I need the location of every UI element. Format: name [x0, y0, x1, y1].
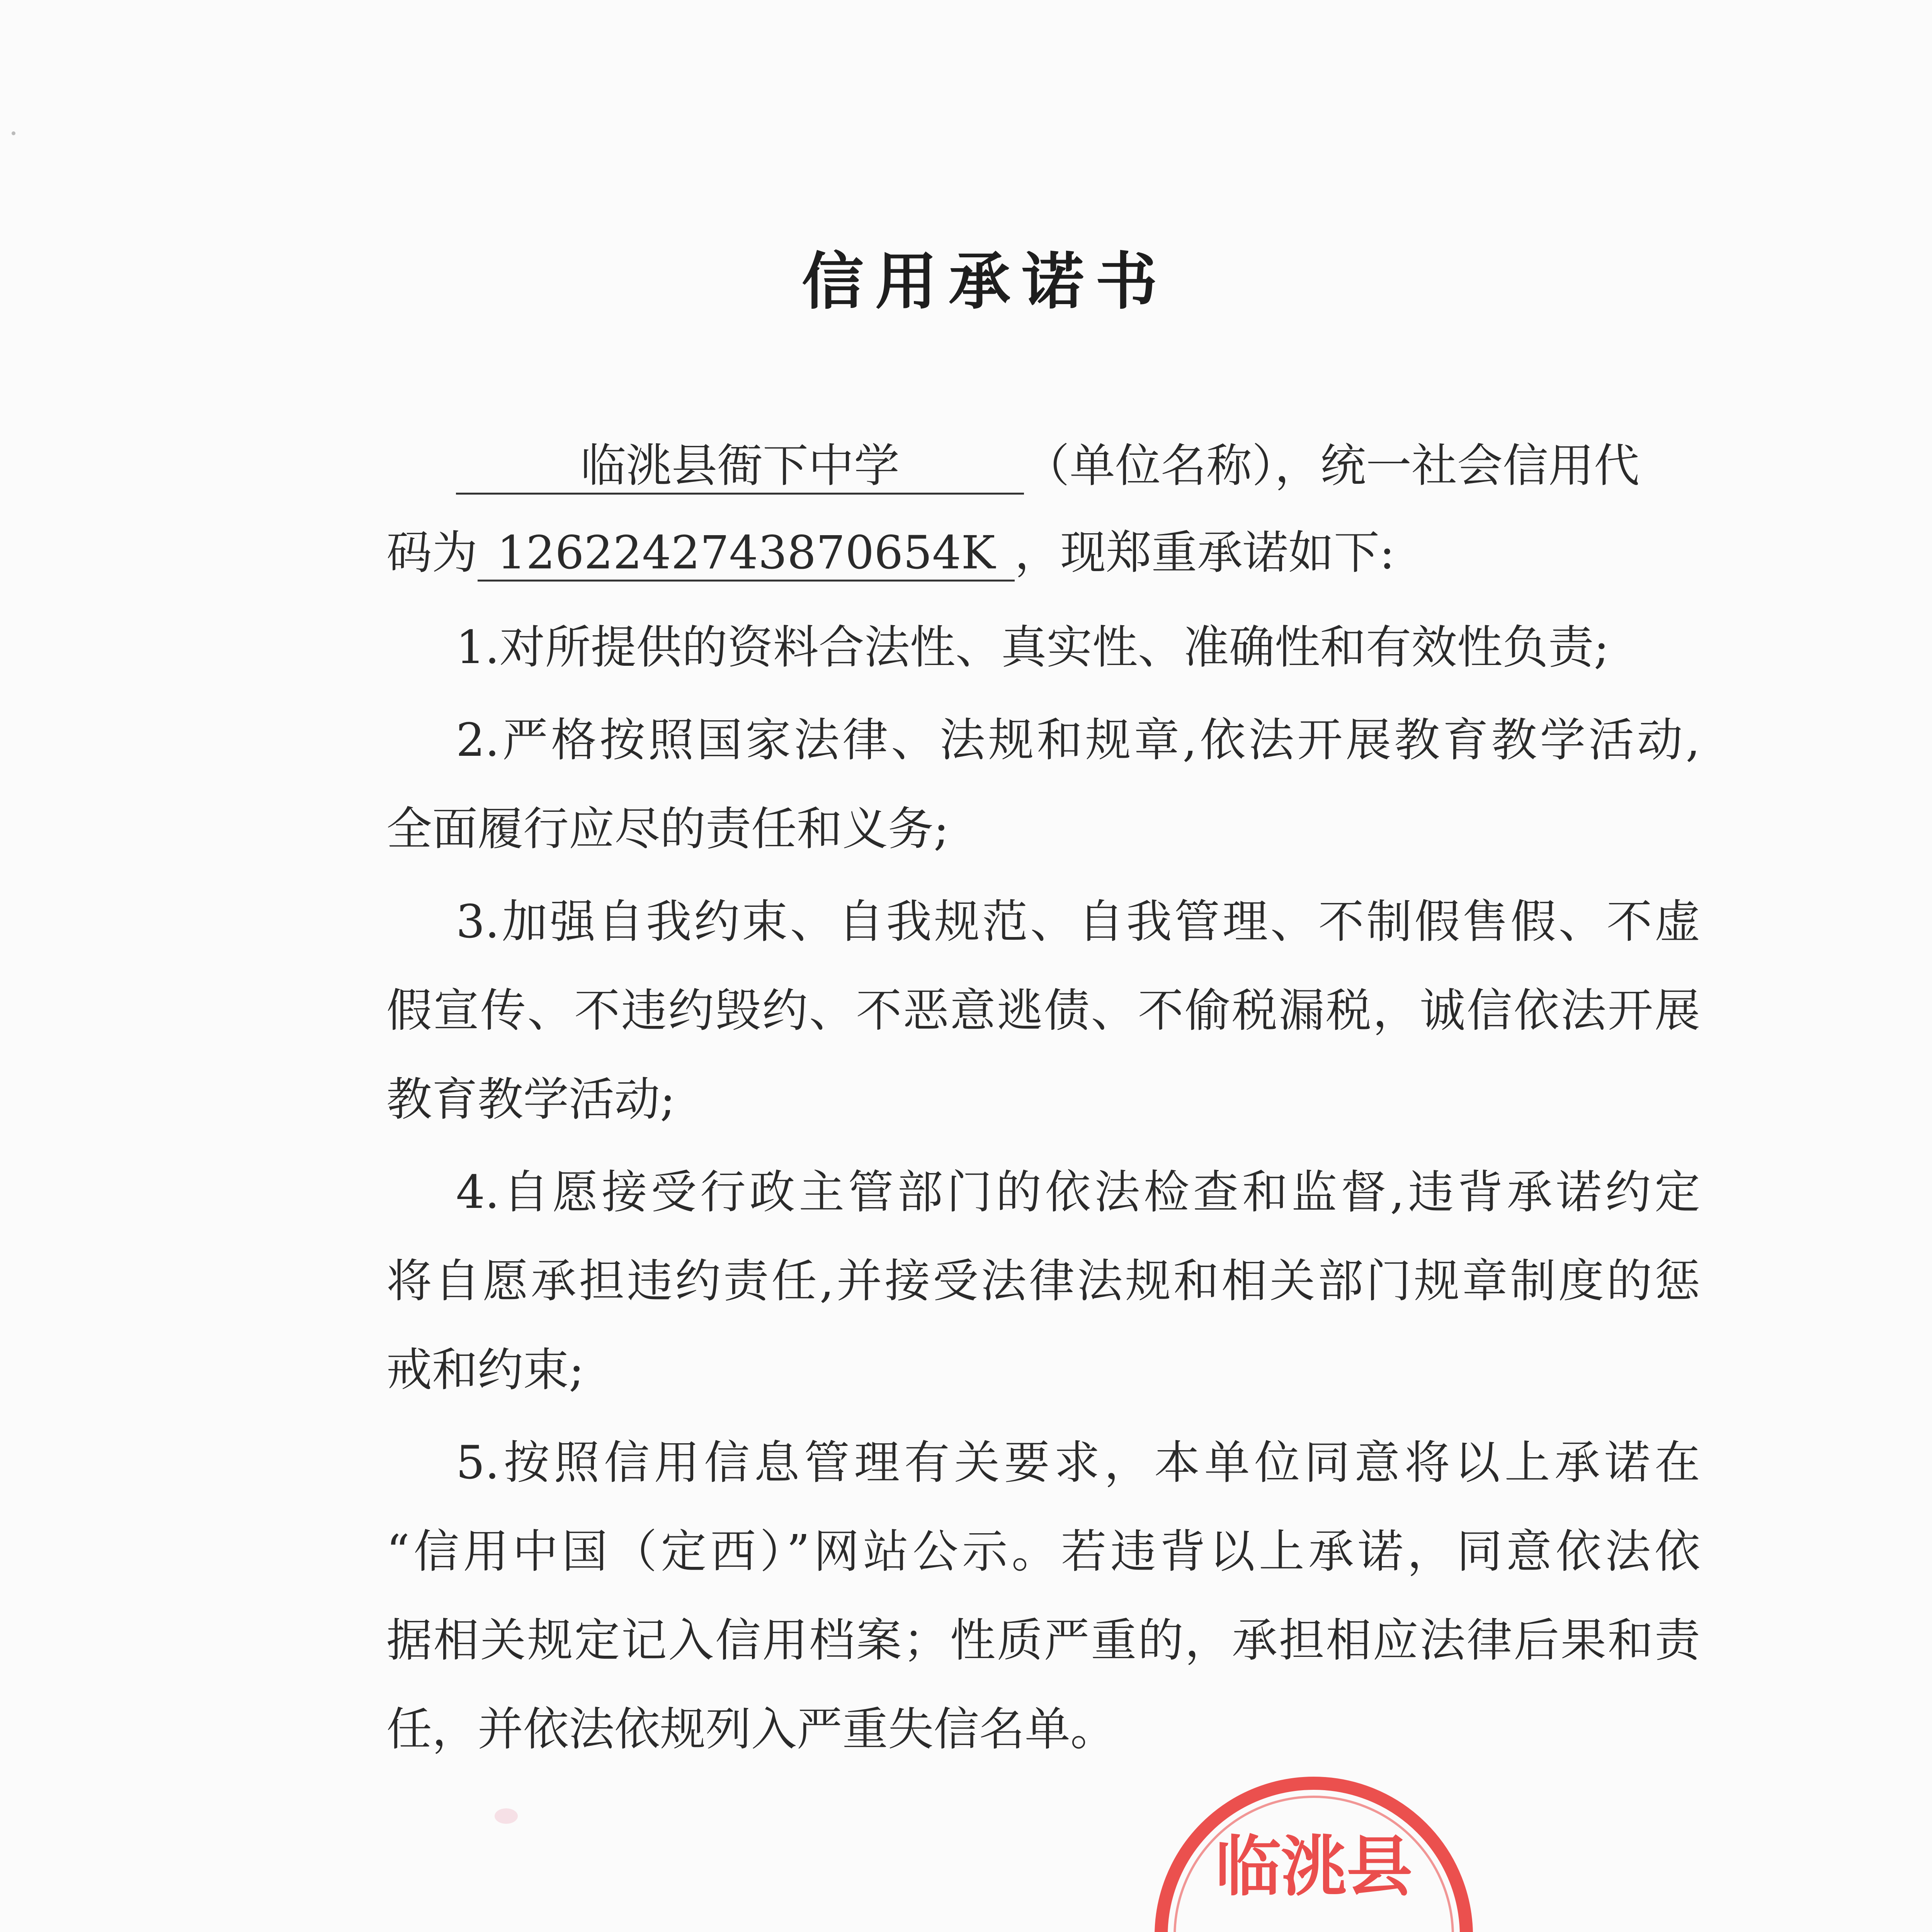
- body-line: 教育教学活动;: [386, 1073, 675, 1126]
- org-line: [456, 437, 1700, 495]
- scan-smudge: [495, 1808, 518, 1824]
- org-suffix: （单位名称），统一社会信用代: [1024, 439, 1640, 492]
- body-line: 将自愿承担违约责任,并接受法律法规和相关部门规章制度的惩: [386, 1254, 1700, 1308]
- org-name-field: 临洮县衙下中学: [456, 439, 1024, 495]
- code-line: [386, 524, 1700, 582]
- body-line: 4.自愿接受行政主管部门的依法检查和监督,违背承诺约定: [456, 1165, 1700, 1219]
- code-suffix: ，现郑重承诺如下:: [1015, 526, 1395, 579]
- body-line: “信用中国（定西）”网站公示。若违背以上承诺，同意依法依: [386, 1525, 1700, 1578]
- code-prefix: 码为: [386, 526, 478, 579]
- body-line: 3.加强自我约束、自我规范、自我管理、不制假售假、不虚: [456, 895, 1700, 948]
- seal-top-text: 临洮县: [1215, 1829, 1413, 1905]
- scan-speck: [12, 131, 15, 135]
- document-title: 信用承诺书: [801, 245, 1169, 318]
- credit-code-field: 1262242743870654K: [478, 526, 1015, 582]
- body-line: 1.对所提供的资料合法性、真实性、准确性和有效性负责;: [456, 621, 1609, 674]
- body-line: 任，并依法依规列入严重失信名单。: [386, 1702, 1116, 1756]
- body-line: 全面履行应尽的责任和义务;: [386, 802, 949, 855]
- body-line: 2.严格按照国家法律、法规和规章,依法开展教育教学活动,: [456, 713, 1700, 767]
- body-line: 假宣传、不违约毁约、不恶意逃债、不偷税漏税，诚信依法开展: [386, 984, 1700, 1037]
- official-seal-icon: [1148, 1770, 1480, 1932]
- body-line: 据相关规定记入信用档案；性质严重的，承担相应法律后果和责: [386, 1614, 1700, 1667]
- body-line: 戒和约束;: [386, 1343, 584, 1396]
- body-line: 5.按照信用信息管理有关要求，本单位同意将以上承诺在: [456, 1436, 1700, 1489]
